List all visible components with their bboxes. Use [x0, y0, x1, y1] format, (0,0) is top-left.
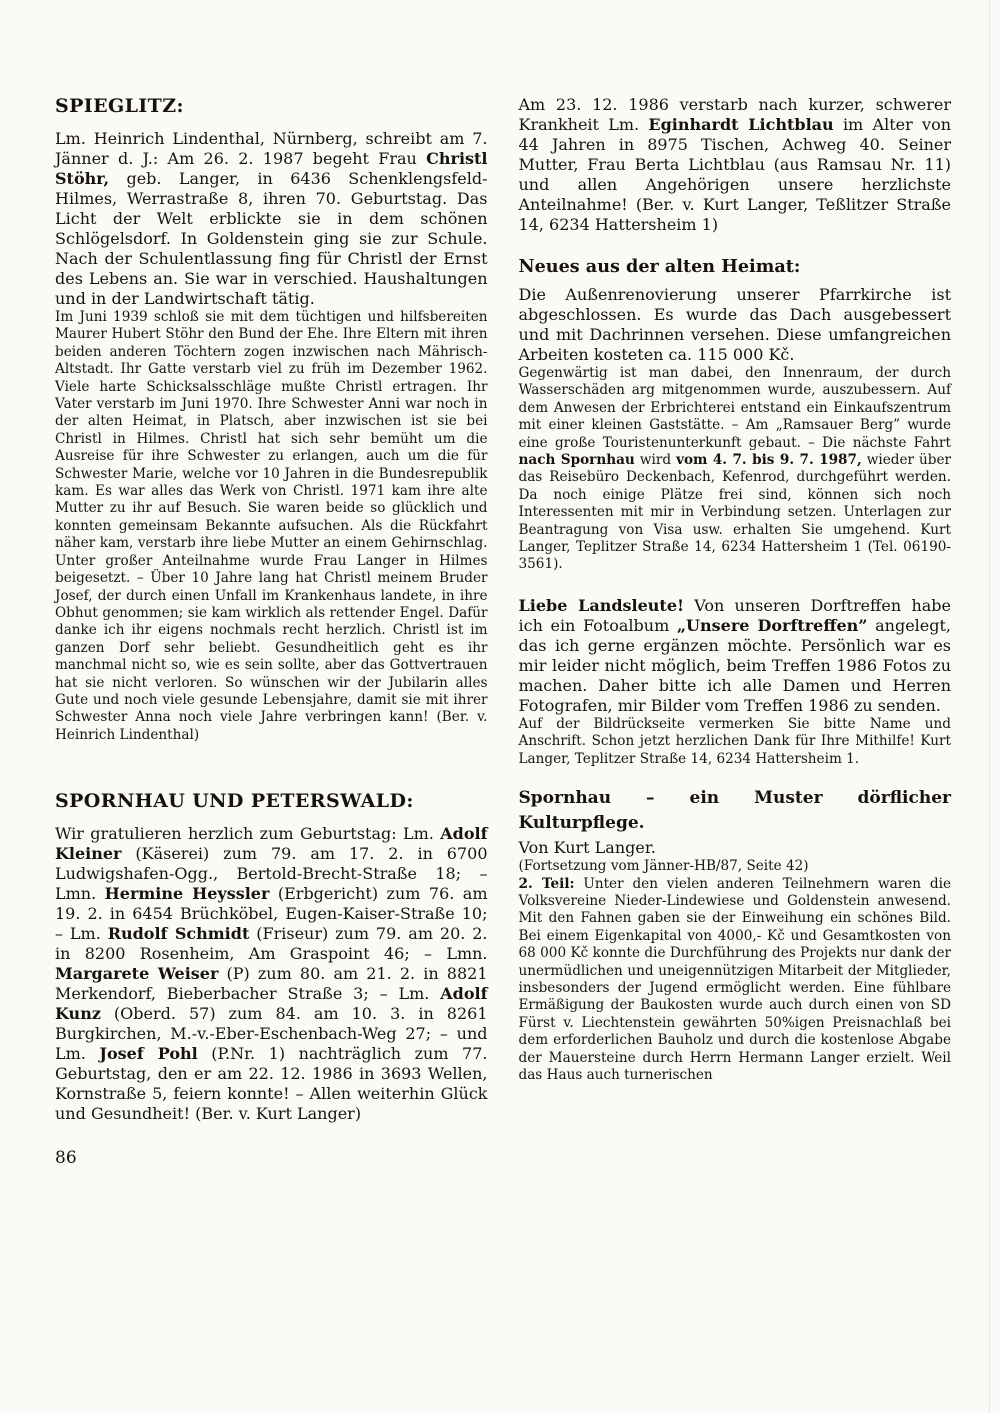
paragraph — [55, 129, 488, 309]
paragraph — [519, 876, 952, 1085]
bold-text-segment: Josef Pohl — [99, 1044, 198, 1064]
paragraph — [519, 596, 952, 716]
text-segment: Auf der Bildrückseite vermerken Sie bitte Name und Anschrift. Schon jetzt herzlichen Dank für Ihre Mithilfe! Kurt Langer, Teplitzer Straße 14, 6234 Hattersheim 1. — [518, 715, 951, 767]
text-segment: Wir gratulieren herzlich zum Geburtstag: Lm. — [55, 824, 441, 844]
section-heading — [519, 256, 952, 277]
paragraph — [519, 716, 952, 768]
text-segment: Am 23. 12. 1986 verstarb nach kurzer, schwerer Krankheit Lm. — [518, 95, 951, 134]
text-segment: (Fortsetzung vom Jänner-HB/87, Seite 42) — [518, 858, 809, 875]
text-segment: Unter den vielen anderen Teilnehmern waren die Volksvereine Nieder-Lindewiese und Goldenstein anwesend. Mit den Fahnen gaben sie der Einweihung ein schönes Bild. Bei einem Eigenkapital von 4000,- Kč und Gesamtkosten von 68 000 Kč konnte die Durchführung des Projekts nur dank der unermüdlichen und uneigennützigen Mitarbeit der Mitglieder, insbesonders der Jugend ermöglicht werden. Eine fühlbare Ermäßigung der Baukosten wurde auch durch einen von SD Fürst v. Liechtenstein gewährten 50%igen Preisnachlaß bei dem erforderlichen Bauholz und durch die kostenlose Abgabe der Mauersteine durch Herrn Hermann Langer erzielt. Weil das Haus auch turnerischen — [518, 875, 951, 1083]
bold-text-segment: Margarete Weiser — [55, 964, 219, 984]
text-segment: im Alter von 44 Jahren in 8975 Tischen, Achweg 40. Seiner Mutter, Frau Berta Lichtblau (aus Ramsau Nr. 11) und allen Angehörigen unsere herzlichste Anteilnahme! (Ber. v. Kurt Langer, Teßlitzer Straße 14, 6234 Hattersheim 1) — [518, 115, 952, 234]
text-segment: wieder über das Reisebüro Deckenbach, Kefenrod, durchgeführt werden. Da noch einige Plätze frei sind, können sich noch Interessenten mit mir in Verbindung setzen. Unterlagen zur Beantragung von Visa usw. erhalten Sie umgehend. Kurt Langer, Teplitzer Straße 14, 6234 Hattersheim 1 (Tel. 06190-3561). — [518, 452, 952, 573]
text-segment: wird — [634, 452, 677, 469]
bold-text-segment: Christl Stöhr, — [55, 149, 488, 188]
bold-text-segment: nach Spornhau — [518, 452, 635, 469]
text-segment: (Erbgericht) zum 76. am 19. 2. in 6454 Brüchköbel, Eugen-Kaiser-Straße 10; – Lm. — [55, 884, 488, 944]
bold-text-segment: Hermine Heyssler — [104, 884, 270, 904]
text-segment: (Käserei) zum 79. am 17. 2. in 6700 Ludwigshafen-Ogg., Bertold-Brecht-Straße 18; – Lmn. — [55, 844, 488, 904]
section-heading — [55, 95, 488, 117]
text-segment: Neues aus der alten Heimat: — [518, 256, 801, 277]
paragraph — [519, 285, 952, 365]
text-segment: geb. Langer, in 6436 Schenklengsfeld-Hilmes, Werrastraße 8, ihren 70. Geburtstag. Das Licht der Welt erblickte sie in dem schönen Schlögelsdorf. In Goldenstein ging sie zur Schule. Nach der Schulentlassung fing für Christl der Ernst des Lebens an. Sie war in verschied. Haushaltungen und in der Landwirtschaft tätig. — [55, 169, 488, 308]
paragraph — [519, 365, 952, 574]
text-segment: Von Kurt Langer. — [518, 838, 656, 858]
text-segment: (P.Nr. 1) nachträglich zum 77. Geburtstag, den er am 22. 12. 1986 in 3693 Wellen, Kornstraße 5, feiern konnte! – Allen weiterhin Glück und Gesundheit! (Ber. v. Kurt Langer) — [55, 1044, 488, 1124]
text-segment: (Oberd. 57) zum 84. am 10. 3. in 8261 Burgkirchen, M.-v.-Eber-Eschenbach-Weg 27; – und Lm. — [55, 1004, 488, 1064]
bold-text-segment: Adolf Kunz — [55, 984, 488, 1024]
right-column — [519, 95, 952, 1168]
bold-text-segment: Eginhardt Lichtblau — [648, 115, 834, 134]
text-segment: SPORNHAU UND PETERSWALD: — [55, 790, 414, 813]
paragraph — [519, 95, 952, 235]
bold-text-segment: vom 4. 7. bis 9. 7. 1987, — [676, 452, 862, 469]
text-segment: SPIEGLITZ: — [55, 95, 184, 117]
paragraph — [55, 309, 488, 744]
page-number: 86 — [55, 1148, 77, 1169]
bold-text-segment: „Unsere Dorftreffen” — [676, 615, 868, 635]
bold-text-segment: 2. Teil: — [518, 875, 575, 892]
text-segment: Von unseren Dorftreffen habe ich ein Fotoalbum — [518, 595, 951, 635]
paragraph — [519, 858, 952, 875]
bold-text-segment: Liebe Landsleute! — [518, 595, 685, 615]
paragraph — [55, 824, 488, 1124]
text-segment: Spornhau – ein Muster dörflicher Kulturpflege. — [518, 788, 951, 834]
text-segment: (Friseur) zum 79. am 20. 2. in 8200 Rosenheim, Am Graspoint 46; – Lmn. — [55, 924, 488, 964]
text-segment: Gegenwärtig ist man dabei, den Innenraum, der durch Wasserschäden arg mitgenommen wurde, auszubessern. Auf dem Anwesen der Erbrichterei entstand ein Einkaufszentrum mit einer kleinen Gaststätte. – Am „Ramsauer Berg” wurde eine große Touristenunterkunft gebaut. – Die nächste Fahrt — [518, 365, 951, 451]
text-segment: Die Außenrenovierung unserer Pfarrkirche ist abgeschlossen. Es wurde das Dach ausgebessert und mit Dachrinnen versehen. Diese umfangreichen Arbeiten kosteten ca. 115 000 Kč. — [518, 285, 951, 364]
section-heading — [55, 790, 488, 812]
text-segment: Lm. Heinrich Lindenthal, Nürnberg, schreibt am 7. Jänner d. J.: Am 26. 2. 1987 begeht Frau — [55, 129, 488, 168]
text-segment: angelegt, das ich gerne ergänzen möchte. Persönlich war es mir leider nicht möglich, beim Treffen 1986 Fotos zu machen. Daher bitte ich alle Damen und Herren Fotografen, mir Bilder vom Treffen 1986 zu senden. — [518, 615, 952, 715]
bold-text-segment: Adolf Kleiner — [55, 824, 488, 864]
text-segment: (P) zum 80. am 21. 2. in 8821 Merkendorf, Bieberbacher Straße 3; – Lm. — [55, 964, 488, 1004]
section-heading — [519, 786, 952, 836]
text-segment: Im Juni 1939 schloß sie mit dem tüchtigen und hilfsbereiten Maurer Hubert Stöhr den Bund der Ehe. Ihre Eltern mit ihren beiden anderen Töchtern zogen inzwischen nach Mährisch-Altstadt. Ihr Gatte verstarb viel zu früh im Dezember 1962. Viele harte Schicksalsschläge mußte Christl ertragen. Ihr Vater verstarb im Juni 1970. Ihre Schwester Anni war noch in der alten Heimat, in Platsch, aber inzwischen ist sie bei Christl in Hilmes. Christl hat sich sehr bemüht um die Ausreise für ihre Schwester zu erlangen, auch um die für Schwester Marie, welche vor 10 Jahren in die Bundesrepublik kam. Es war alles das Werk von Christl. 1971 kam ihre alte Mutter zu ihr auf Besuch. Sie waren beide so glücklich und konnten gemeinsam Bekannte aufsuchen. Als die Rückfahrt näher kam, verstarb ihre liebe Mutter an einem Gehirnschlag. Unter großer Anteilnahme wurde Frau Langer in Hilmes beigesetzt. – Über 10 Jahre lang hat Christl meinem Bruder Josef, der durch einen Unfall im Krankenhaus landete, in ihre Obhut genommen; sie kam wirklich als rettender Engel. Dafür danke ich ihr eigens nochmals recht herzlich. Christl ist im ganzen Dorf sehr beliebt. Gesundheitlich geht es ihr manchmal nicht so, wie es sein sollte, aber das Gottvertrauen hat sie nicht verloren. So wünschen wir der Jubilarin alles Gute und noch viele gesunde Lebensjahre, damit sie mit ihrer Schwester Anna noch viele Jahre verbringen kann! (Ber. v. Heinrich Lindenthal) — [55, 309, 488, 743]
paragraph — [519, 838, 952, 858]
bold-text-segment: Rudolf Schmidt — [107, 924, 250, 944]
left-column — [55, 95, 488, 1168]
page-edge-scan-line — [989, 0, 990, 1413]
